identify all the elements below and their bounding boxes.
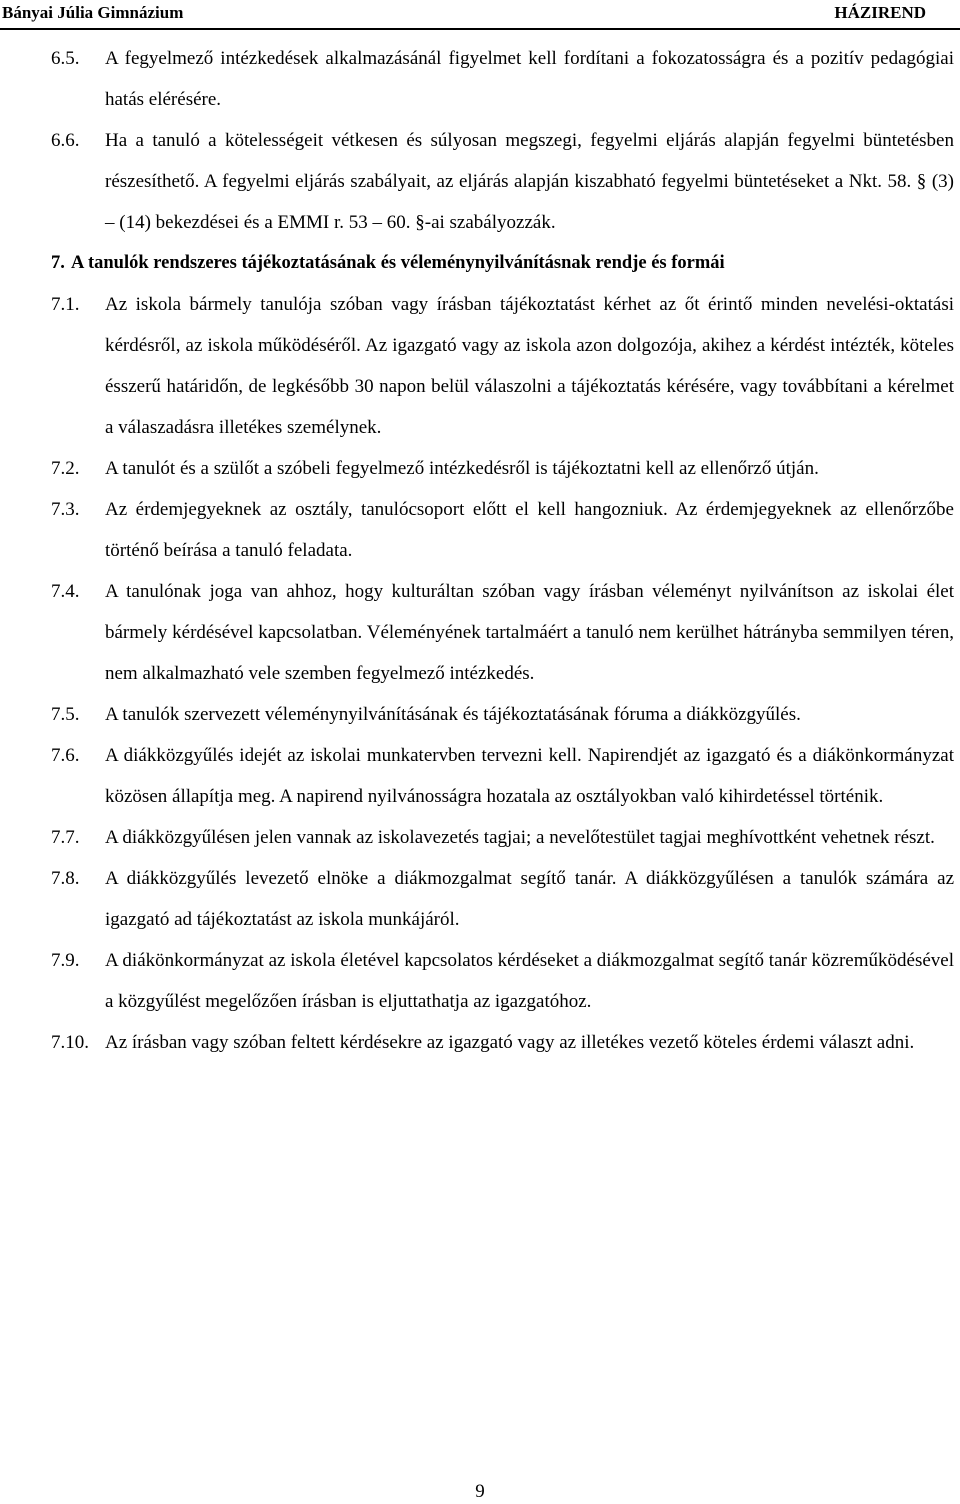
header-divider (0, 28, 960, 30)
item-text: A fegyelmező intézkedések alkalmazásánál figyelmet kell fordítani a fokozatosságra és a pozitív pedagógiai hatás elérésére. (105, 48, 954, 110)
item-number: 7.10. (51, 1032, 89, 1053)
section-7-5 (51, 694, 955, 735)
document-title: HÁZIREND (834, 3, 926, 22)
item-text: A tanulót és a szülőt a szóbeli fegyelmező intézkedésről is tájékoztatni kell az ellenőrző útján. (105, 458, 819, 479)
section-7-heading (51, 243, 955, 284)
item-number: 7.6. (51, 745, 80, 766)
item-number: 7.7. (51, 827, 80, 848)
page-number: 9 (475, 1481, 485, 1502)
item-number: 7.1. (51, 294, 80, 315)
item-text: Az írásban vagy szóban feltett kérdésekre az igazgató vagy az illetékes vezető köteles érdemi választ adni. (105, 1032, 915, 1053)
item-number: 7.9. (51, 950, 80, 971)
item-number: 6.6. (51, 130, 80, 151)
heading-number: 7. (51, 253, 65, 273)
section-7-9 (51, 940, 955, 1022)
section-7-7 (51, 817, 955, 858)
section-7-8 (51, 858, 955, 940)
section-7-3 (51, 489, 955, 571)
item-number: 7.4. (51, 581, 80, 602)
item-text: A diákközgyűlés idejét az iskolai munkatervben tervezni kell. Napirendjét az igazgató és a diákönkormányzat közösen állapítja meg. A napirend nyilvánosságra hozatala az osztályokban való kihirdetéssel történik. (105, 745, 954, 807)
school-name: Bányai Júlia Gimnázium (2, 3, 184, 22)
document-body (51, 38, 955, 1063)
item-text: A diákközgyűlésen jelen vannak az iskolavezetés tagjai; a nevelőtestület tagjai meghívottként vehetnek részt. (105, 827, 935, 848)
section-7-1 (51, 284, 955, 448)
item-number: 7.8. (51, 868, 80, 889)
item-number: 7.3. (51, 499, 80, 520)
page-header (0, 2, 960, 28)
item-text: Ha a tanuló a kötelességeit vétkesen és súlyosan megszegi, fegyelmi eljárás alapján fegyelmi büntetésben részesíthető. A fegyelmi eljárás szabályait, az eljárás alapján kiszabható fegyelmi büntetéseket a Nkt. 58. § (3) – (14) bekezdései és a EMMI r. 53 – 60. §-ai szabályozzák. (105, 130, 954, 233)
section-6-6 (51, 120, 955, 243)
heading-text: A tanulók rendszeres tájékoztatásának és véleménynyilvánításnak rendje és formái (71, 253, 725, 273)
section-6-5 (51, 38, 955, 120)
item-text: Az érdemjegyeknek az osztály, tanulócsoport előtt el kell hangozniuk. Az érdemjegyeknek az ellenőrzőbe történő beírása a tanuló feladata. (105, 499, 954, 561)
item-text: A diákközgyűlés levezető elnöke a diákmozgalmat segítő tanár. A diákközgyűlésen a tanulók számára az igazgató ad tájékoztatást az iskola munkájáról. (105, 868, 954, 930)
item-number: 7.2. (51, 458, 80, 479)
section-7-2 (51, 448, 955, 489)
item-text: Az iskola bármely tanulója szóban vagy írásban tájékoztatást kérhet az őt érintő minden nevelési-oktatási kérdésről, az iskola működéséről. Az igazgató vagy az iskola azon dolgozója, akihez a kérdést intézték, köteles ésszerű határidőn, de legkésőbb 30 napon belül válaszolni a tájékoztatás kérésére, vagy továbbítani a kérelmet a válaszadásra illetékes személynek. (105, 294, 954, 438)
section-7-6 (51, 735, 955, 817)
item-number: 6.5. (51, 48, 80, 69)
item-number: 7.5. (51, 704, 80, 725)
item-text: A tanulónak joga van ahhoz, hogy kulturáltan szóban vagy írásban véleményt nyilvánítson az iskolai élet bármely kérdésével kapcsolatban. Véleményének tartalmáért a tanuló nem kerülhet hátrányba semmilyen téren, nem alkalmazható vele szemben fegyelmező intézkedés. (105, 581, 954, 684)
section-7-4 (51, 571, 955, 694)
section-7-10 (51, 1022, 955, 1063)
item-text: A tanulók szervezett véleménynyilvánításának és tájékoztatásának fóruma a diákközgyűlés. (105, 704, 801, 725)
item-text: A diákönkormányzat az iskola életével kapcsolatos kérdéseket a diákmozgalmat segítő tanár közreműködésével a közgyűlést megelőzően írásban is eljuttathatja az igazgatóhoz. (105, 950, 954, 1012)
